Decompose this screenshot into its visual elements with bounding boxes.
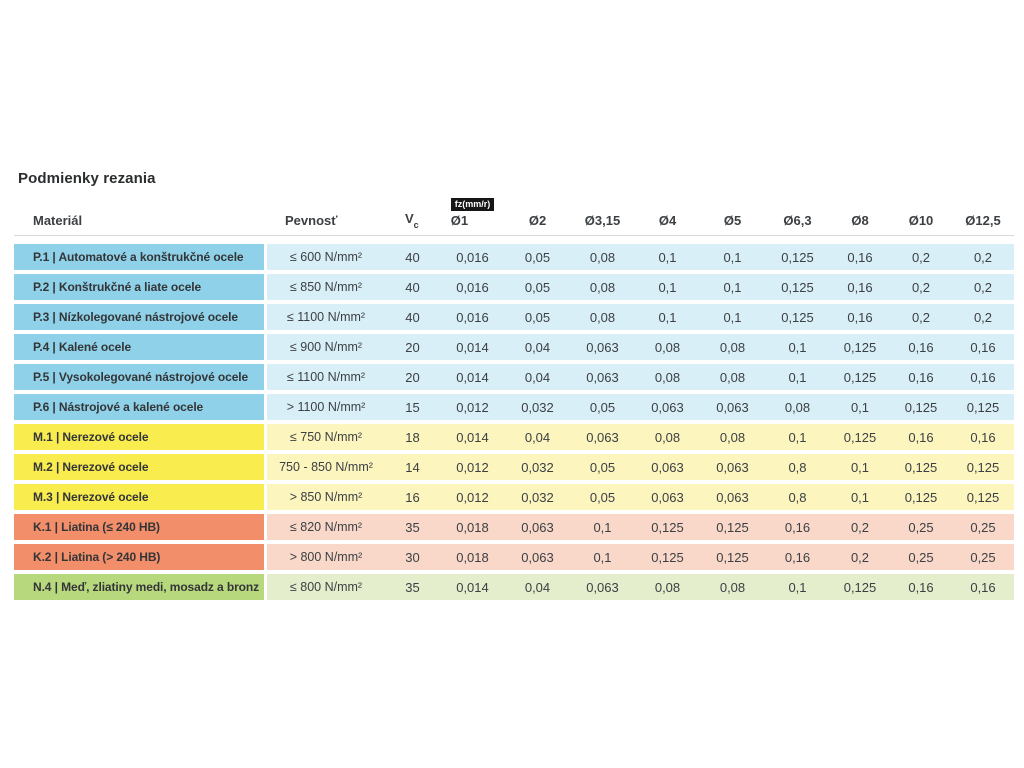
feed-cell: 0,125 — [781, 279, 814, 295]
feed-cell: 0,2 — [911, 279, 931, 295]
feed-cell: 0,125 — [843, 579, 877, 595]
cutting-speed-cell: 40 — [405, 309, 420, 325]
row-values — [267, 454, 1014, 480]
row-values — [267, 334, 1014, 360]
feed-cell: 0,08 — [719, 339, 746, 355]
feed-cell: 0,05 — [589, 399, 616, 415]
strength-cell: ≤ 750 N/mm² — [289, 430, 363, 445]
feed-cell: 0,125 — [966, 489, 1000, 505]
feed-cell: 0,125 — [716, 549, 749, 565]
feed-cell: 0,16 — [970, 579, 996, 595]
strength-cell: ≤ 900 N/mm² — [289, 340, 363, 355]
feed-cell: 0,25 — [970, 519, 996, 535]
row-values — [267, 514, 1014, 540]
feed-cell: 0,1 — [658, 309, 677, 325]
feed-cell: 0,08 — [589, 309, 616, 325]
feed-cell: 0,125 — [843, 339, 877, 355]
feed-cell: 0,2 — [973, 249, 993, 265]
vc-subscript: c — [413, 220, 419, 231]
feed-header-stack — [451, 198, 495, 228]
table-rows — [14, 244, 1014, 600]
feed-cell: 0,05 — [589, 459, 616, 475]
header-diameter-10: Ø10 — [908, 213, 934, 229]
cutting-speed-cell: 20 — [405, 339, 420, 355]
feed-cell: 0,08 — [654, 369, 681, 385]
feed-cell: 0,8 — [788, 489, 807, 505]
material-cell: P.1 | Automatové a konštrukčné ocele — [14, 244, 264, 270]
cutting-speed-cell: 40 — [405, 249, 420, 265]
feed-cell: 0,012 — [456, 459, 489, 475]
cutting-speed-cell: 35 — [405, 519, 420, 535]
feed-cell: 0,04 — [524, 579, 551, 595]
feed-cell: 0,063 — [586, 339, 619, 355]
feed-cell: 0,016 — [456, 249, 489, 265]
feed-cell: 0,16 — [970, 339, 996, 355]
feed-cell: 0,2 — [850, 519, 870, 535]
material-cell: M.1 | Nerezové ocele — [14, 424, 264, 450]
row-values — [267, 574, 1014, 600]
feed-cell: 0,014 — [456, 429, 489, 445]
strength-cell: ≤ 600 N/mm² — [289, 250, 363, 265]
cutting-speed-cell: 15 — [405, 399, 420, 415]
feed-cell: 0,2 — [973, 279, 993, 295]
feed-cell: 0,04 — [524, 369, 551, 385]
table-row — [14, 454, 1014, 480]
feed-cell: 0,1 — [658, 279, 677, 295]
feed-cell: 0,063 — [586, 429, 619, 445]
feed-cell: 0,16 — [970, 369, 996, 385]
header-diameter-2: Ø2 — [528, 213, 547, 229]
material-cell: M.2 | Nerezové ocele — [14, 454, 264, 480]
feed-cell: 0,014 — [456, 579, 489, 595]
feed-cell: 0,063 — [586, 369, 619, 385]
table-row — [14, 544, 1014, 570]
feed-cell: 0,1 — [658, 249, 677, 265]
header-cutting-speed — [385, 211, 440, 229]
feed-cell: 0,04 — [524, 429, 551, 445]
table-header-row — [14, 195, 1014, 236]
row-values — [267, 244, 1014, 270]
feed-cell: 0,1 — [593, 519, 612, 535]
table-row — [14, 334, 1014, 360]
feed-cell: 0,125 — [904, 399, 938, 415]
feed-cell: 0,16 — [847, 309, 873, 325]
strength-cell: > 850 N/mm² — [289, 490, 363, 505]
feed-cell: 0,08 — [719, 579, 746, 595]
feed-cell: 0,25 — [908, 519, 934, 535]
feed-cell: 0,1 — [850, 399, 870, 415]
feed-cell: 0,08 — [719, 369, 746, 385]
feed-cell: 0,05 — [524, 279, 551, 295]
material-cell: P.2 | Konštrukčné a liate ocele — [14, 274, 264, 300]
feed-cell: 0,08 — [589, 279, 616, 295]
feed-cell: 0,2 — [911, 309, 931, 325]
feed-cell: 0,1 — [788, 579, 807, 595]
feed-cell: 0,063 — [586, 579, 619, 595]
feed-cell: 0,1 — [788, 339, 807, 355]
strength-cell: ≤ 800 N/mm² — [289, 580, 363, 595]
feed-cell: 0,125 — [651, 549, 684, 565]
feed-cell: 0,08 — [654, 339, 681, 355]
feed-cell: 0,1 — [850, 459, 870, 475]
feed-cell: 0,16 — [784, 549, 811, 565]
feed-cell: 0,08 — [654, 579, 681, 595]
feed-cell: 0,16 — [908, 579, 934, 595]
strength-cell: ≤ 1100 N/mm² — [286, 310, 366, 325]
feed-cell: 0,063 — [521, 549, 554, 565]
row-values — [267, 274, 1014, 300]
cutting-speed-cell: 40 — [405, 279, 420, 295]
header-diameter-6-3: Ø6,3 — [783, 213, 812, 229]
table-row — [14, 364, 1014, 390]
feed-cell: 0,16 — [847, 249, 873, 265]
material-cell: P.3 | Nízkolegované nástrojové ocele — [14, 304, 264, 330]
table-row — [14, 304, 1014, 330]
feed-cell: 0,05 — [524, 309, 551, 325]
row-values — [267, 304, 1014, 330]
material-cell: P.6 | Nástrojové a kalené ocele — [14, 394, 264, 420]
feed-cell: 0,063 — [521, 519, 554, 535]
header-diameter-1 — [440, 195, 505, 228]
header-diameter-12-5: Ø12,5 — [965, 213, 1001, 229]
feed-cell: 0,16 — [784, 519, 811, 535]
feed-unit-badge: fz(mm/r) — [451, 198, 495, 211]
page-title: Podmienky rezania — [18, 170, 156, 187]
material-cell: K.2 | Liatina (> 240 HB) — [14, 544, 264, 570]
feed-cell: 0,08 — [719, 429, 746, 445]
feed-cell: 0,125 — [966, 459, 1000, 475]
feed-cell: 0,012 — [456, 399, 489, 415]
material-cell: K.1 | Liatina (≤ 240 HB) — [14, 514, 264, 540]
feed-cell: 0,063 — [716, 489, 749, 505]
header-diameter-5: Ø5 — [723, 213, 742, 229]
strength-cell: 750 - 850 N/mm² — [279, 460, 373, 475]
feed-cell: 0,1 — [788, 429, 807, 445]
feed-cell: 0,063 — [651, 399, 684, 415]
feed-cell: 0,012 — [456, 489, 489, 505]
feed-cell: 0,2 — [850, 549, 870, 565]
feed-cell: 0,125 — [716, 519, 749, 535]
header-diameter-3-15: Ø3,15 — [584, 213, 621, 229]
cutting-speed-cell: 16 — [405, 489, 420, 505]
feed-cell: 0,16 — [908, 429, 934, 445]
feed-cell: 0,16 — [908, 369, 934, 385]
feed-cell: 0,032 — [521, 399, 554, 415]
feed-cell: 0,063 — [651, 459, 684, 475]
material-cell: N.4 | Meď, zliatiny medi, mosadz a bronz — [14, 574, 264, 600]
feed-cell: 0,05 — [589, 489, 616, 505]
table-row — [14, 514, 1014, 540]
table-row — [14, 394, 1014, 420]
feed-cell: 0,018 — [456, 549, 489, 565]
feed-cell: 0,125 — [904, 459, 938, 475]
table-row — [14, 484, 1014, 510]
feed-cell: 0,8 — [788, 459, 807, 475]
cutting-conditions-table — [14, 195, 1014, 604]
feed-cell: 0,125 — [966, 399, 1000, 415]
header-material: Materiál — [33, 213, 83, 229]
header-diameter-4: Ø4 — [658, 213, 677, 229]
feed-cell: 0,04 — [524, 339, 551, 355]
feed-cell: 0,16 — [970, 429, 996, 445]
strength-cell: > 1100 N/mm² — [286, 400, 366, 415]
feed-cell: 0,08 — [589, 249, 616, 265]
feed-cell: 0,125 — [904, 489, 938, 505]
table-row — [14, 274, 1014, 300]
feed-cell: 0,125 — [843, 369, 877, 385]
feed-cell: 0,125 — [843, 429, 877, 445]
feed-cell: 0,1 — [723, 279, 742, 295]
feed-cell: 0,016 — [456, 309, 489, 325]
material-cell: P.4 | Kalené ocele — [14, 334, 264, 360]
material-cell: M.3 | Nerezové ocele — [14, 484, 264, 510]
feed-cell: 0,125 — [651, 519, 684, 535]
strength-cell: ≤ 1100 N/mm² — [286, 370, 366, 385]
cutting-speed-cell: 14 — [405, 459, 420, 475]
feed-cell: 0,063 — [716, 399, 749, 415]
feed-cell: 0,016 — [456, 279, 489, 295]
feed-cell: 0,018 — [456, 519, 489, 535]
feed-cell: 0,16 — [847, 279, 873, 295]
header-strength: Pevnosť — [285, 213, 338, 229]
feed-cell: 0,08 — [784, 399, 811, 415]
strength-cell: > 800 N/mm² — [289, 550, 363, 565]
feed-cell: 0,25 — [970, 549, 996, 565]
vc-symbol: V — [405, 210, 414, 226]
table-row — [14, 574, 1014, 600]
feed-cell: 0,1 — [723, 309, 742, 325]
row-values — [267, 424, 1014, 450]
feed-cell: 0,125 — [781, 249, 814, 265]
feed-cell: 0,1 — [723, 249, 742, 265]
row-values — [267, 484, 1014, 510]
header-diameter-8: Ø8 — [851, 213, 869, 229]
feed-cell: 0,063 — [651, 489, 684, 505]
feed-cell: 0,032 — [521, 459, 554, 475]
feed-cell: 0,2 — [973, 309, 993, 325]
feed-cell: 0,08 — [654, 429, 681, 445]
strength-cell: ≤ 820 N/mm² — [289, 520, 363, 535]
feed-cell: 0,16 — [908, 339, 934, 355]
feed-cell: 0,2 — [911, 249, 931, 265]
row-values — [267, 544, 1014, 570]
cutting-speed-cell: 30 — [405, 549, 420, 565]
cutting-speed-cell: 18 — [405, 429, 420, 445]
strength-cell: ≤ 850 N/mm² — [289, 280, 363, 295]
feed-cell: 0,25 — [908, 549, 934, 565]
cutting-speed-cell: 35 — [405, 579, 420, 595]
feed-cell: 0,063 — [716, 459, 749, 475]
feed-cell: 0,125 — [781, 309, 814, 325]
feed-cell: 0,032 — [521, 489, 554, 505]
material-cell: P.5 | Vysokolegované nástrojové ocele — [14, 364, 264, 390]
feed-cell: 0,014 — [456, 369, 489, 385]
header-diameter-1-label: Ø1 — [450, 213, 469, 229]
feed-cell: 0,1 — [788, 369, 807, 385]
feed-cell: 0,1 — [593, 549, 612, 565]
feed-cell: 0,05 — [524, 249, 551, 265]
feed-cell: 0,014 — [456, 339, 489, 355]
feed-cell: 0,1 — [850, 489, 870, 505]
row-values — [267, 394, 1014, 420]
row-values — [267, 364, 1014, 390]
cutting-speed-cell: 20 — [405, 369, 420, 385]
table-row — [14, 424, 1014, 450]
table-row — [14, 244, 1014, 270]
